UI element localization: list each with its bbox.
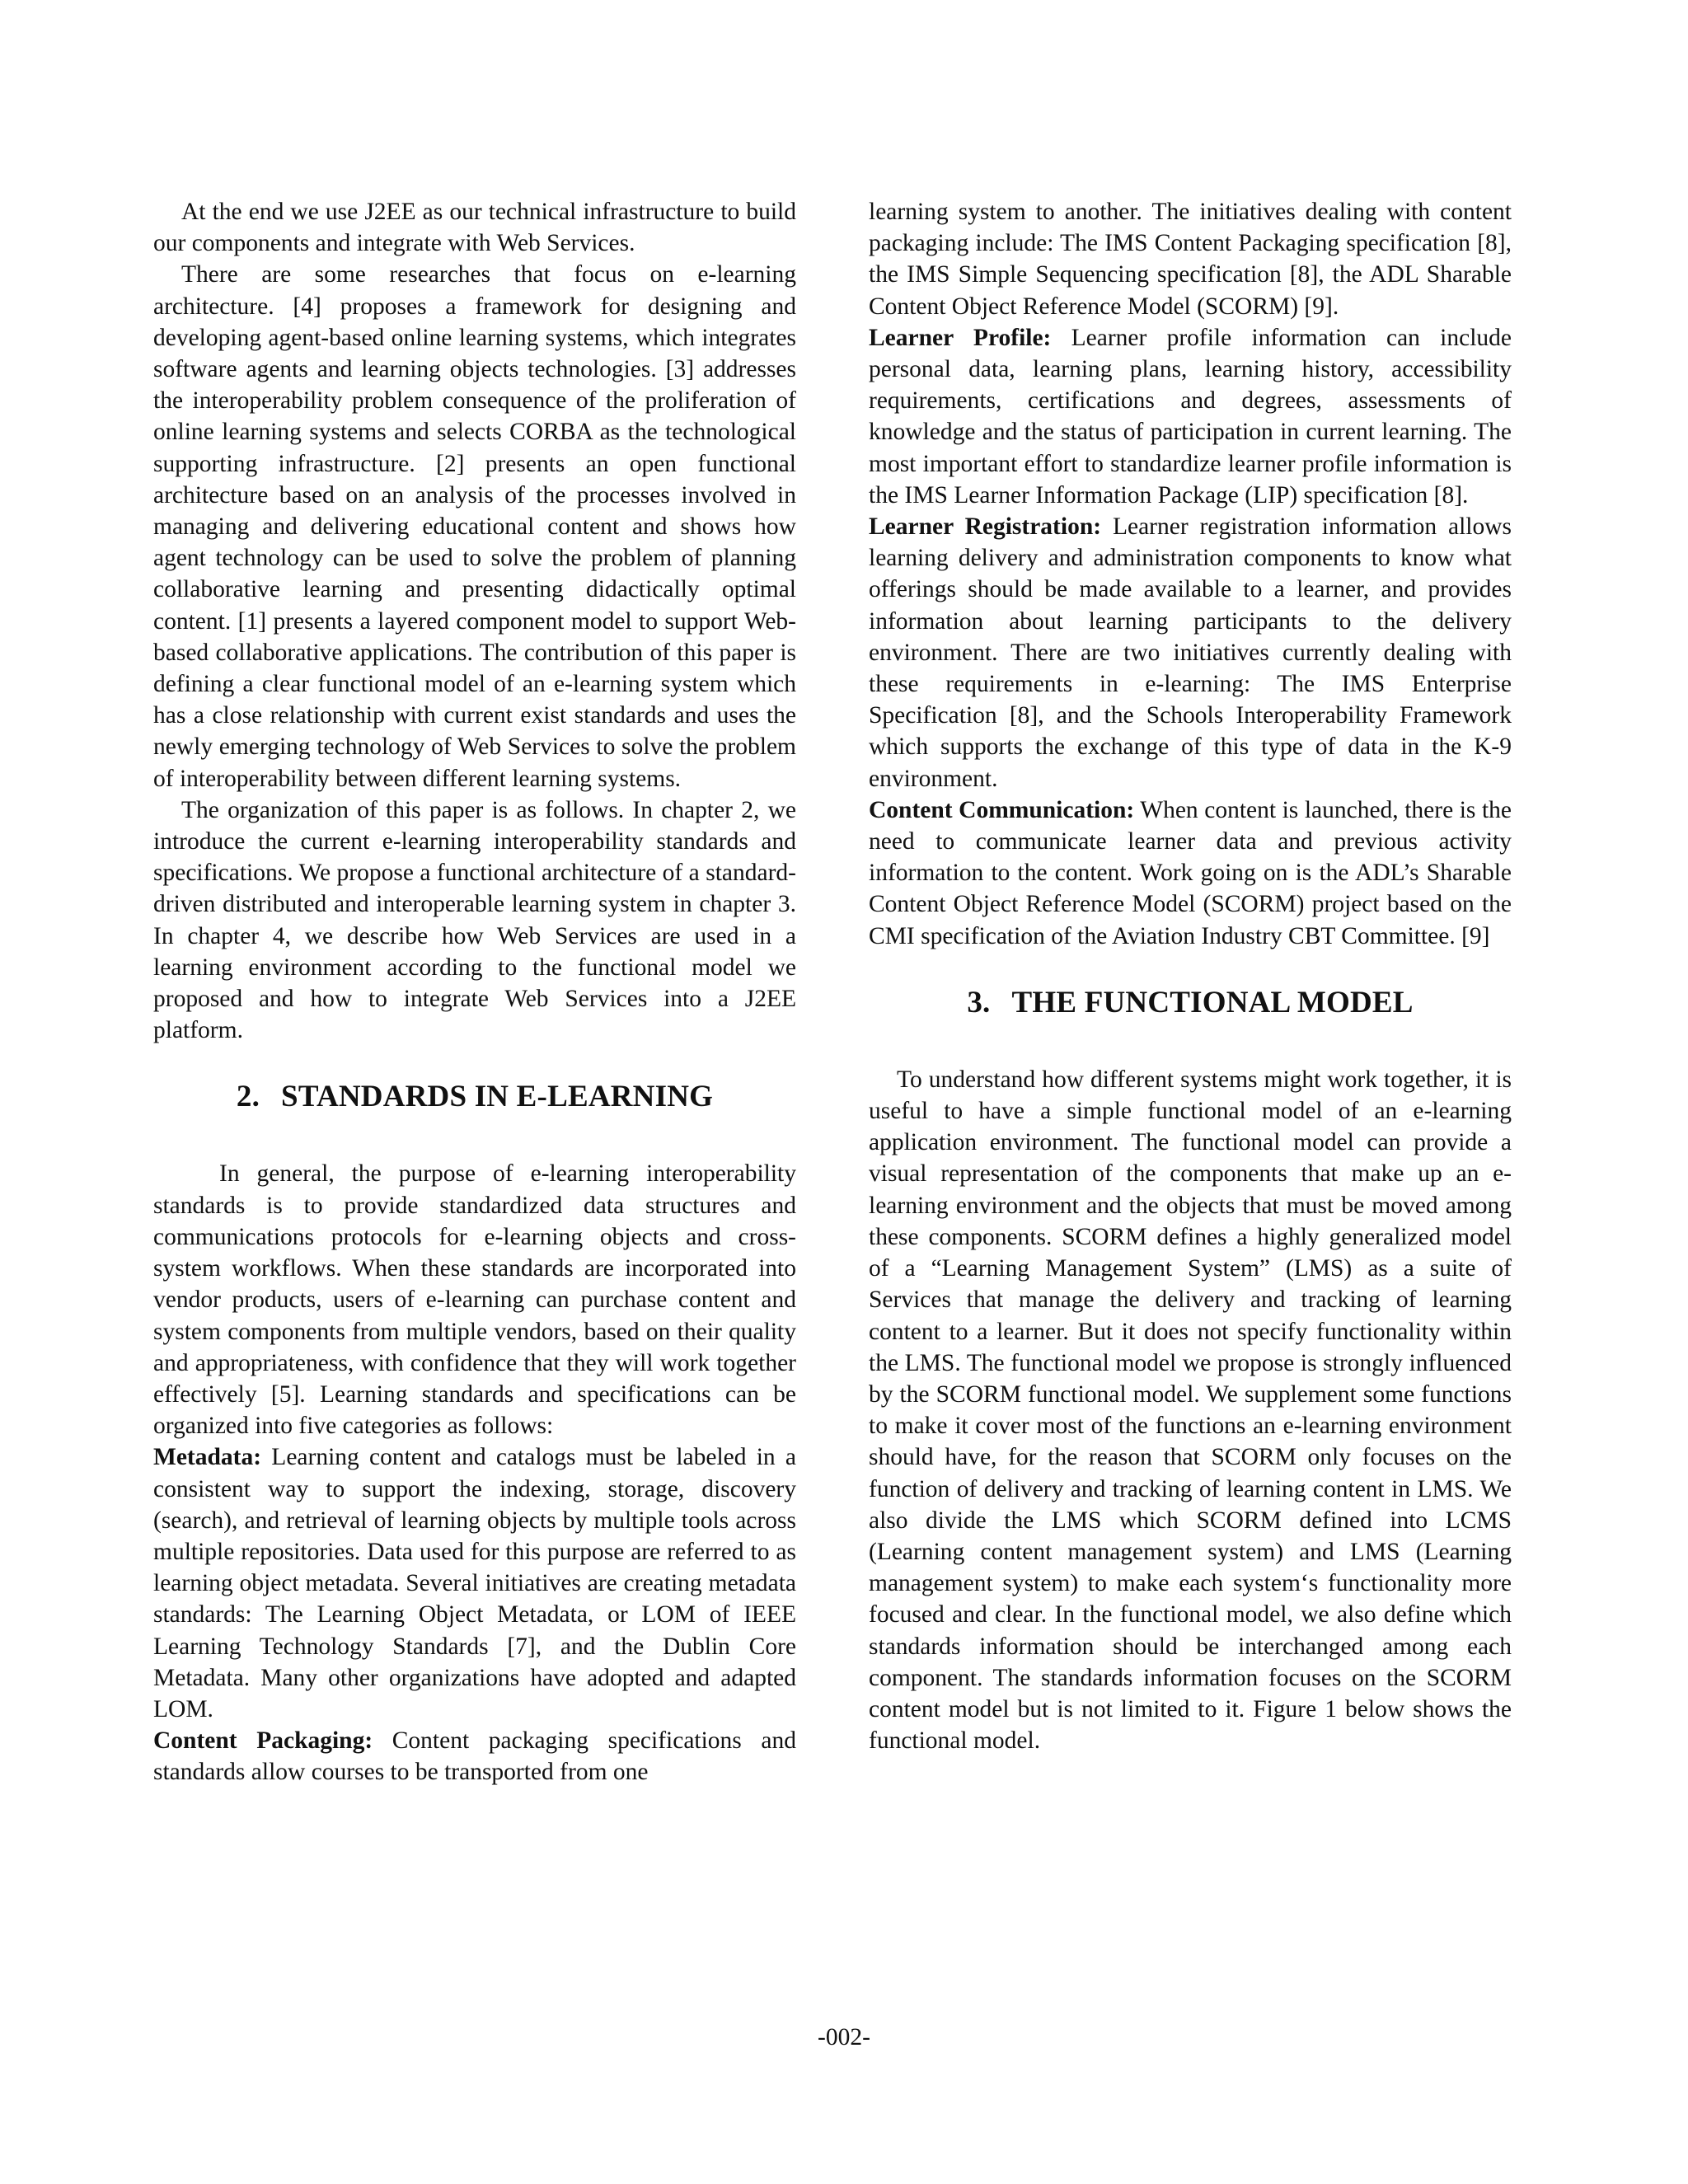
learner-profile-text: Learner profile information can include personal data, learning plans, learning history, accessibility requirements, certifications and degrees, assessments of knowledge and the status of participation in current learning. The most important effort to standardize learner profile information is the IMS Learner Information Package (LIP) specification [8]. bbox=[869, 324, 1512, 509]
section-title: STANDARDS IN E-LEARNING bbox=[281, 1080, 714, 1114]
standards-intro-paragraph: In general, the purpose of e-learning interoperability standards is to provide standardized data structures and communications protocols for e-learning objects and cross-system workflows. When these standards are incorporated into vendor products, users of e-learning can purchase content and system components from multiple vendors, based on their quality and appropriateness, with confidence that they will work together effectively [5]. Learning standards and specifications can be organized into five categories as follows: bbox=[153, 1160, 796, 1440]
metadata-text: Learning content and catalogs must be labeled in a consistent way to support the indexing, storage, discovery (search), and retrieval of learning objects by multiple tools across multiple repositories. Data used for this purpose are referred to as learning object metadata. Several initiatives are creating metadata standards: The Learning Object Metadata, or LOM of IEEE Learning Technology Standards [7], and the Dublin Core Metadata. Many other organizations have adopted and adapted LOM. bbox=[153, 1444, 796, 1722]
content-communication-text: When content is launched, there is the need to communicate learner data and previous activity information to the content. Work going on is the ADL’s Sharable Content Object Reference Model (SCORM) project based on the CMI specification of the Aviation Industry CBT Committee. [9] bbox=[869, 796, 1512, 949]
intro-paragraph-infrastructure: At the end we use J2EE as our technical infrastructure to build our components and integrate with Web Services. bbox=[153, 199, 796, 257]
learner-profile-paragraph bbox=[869, 322, 1512, 511]
section-number: 2. bbox=[236, 1080, 260, 1114]
section-title: THE FUNCTIONAL MODEL bbox=[1011, 985, 1414, 1019]
content-packaging-continued: learning system to another. The initiatives dealing with content packaging include: The IMS Content Packaging specification [8], the IMS Simple Sequencing specification [8], the ADL Sharable Content Object Reference Model (SCORM) [9]. bbox=[869, 199, 1512, 320]
learner-registration-paragraph bbox=[869, 511, 1512, 794]
content-packaging-paragraph bbox=[153, 1725, 796, 1788]
content-packaging-text: Content packaging specifications and standards allow courses to be transported from one bbox=[153, 1727, 796, 1786]
organization-paragraph: The organization of this paper is as follows. In chapter 2, we introduce the current e-learning interoperability standards and specifications. We propose a functional architecture of a standard-driven distributed and interoperable learning system in chapter 3. In chapter 4, we describe how Web Services are used in a learning environment according to the functional model we proposed and how to integrate Web Services into a J2EE platform. bbox=[153, 796, 796, 1044]
content-packaging-label: Content Packaging: bbox=[153, 1727, 373, 1755]
metadata-label: Metadata: bbox=[153, 1444, 262, 1471]
functional-model-paragraph: To understand how different systems might work together, it is useful to have a simple functional model of an e-learning application environment. The functional model can provide a visual representation of the components that make up an e-learning environment and the objects that must be moved among these components. SCORM defines a highly generalized model of a “Learning Management System” (LMS) as a suite of Services that manage the delivery and tracking of learning content to a learner. But it does not specify functionality within the LMS. The functional model we propose is strongly influenced by the SCORM functional model. We supplement some functions to make it cover most of the functions an e-learning environment should have, for the reason that SCORM only focuses on the function of delivery and tracking of learning content in LMS. We also divide the LMS which SCORM defined into LCMS (Learning content management system) and LMS (Learning management system) to make each system‘s functionality more focused and clear. In the functional model, we also define which standards information should be interchanged among each component. The standards information focuses on the SCORM content model but is not limited to it. Figure 1 below shows the functional model. bbox=[869, 1066, 1512, 1755]
learner-registration-text: Learner registration information allows learning delivery and administration components to know what offerings should be made available to a learner, and provides information about learning participants to the delivery environment. There are two initiatives currently dealing with these requirements in e-learning: The IMS Enterprise Specification [8], and the Schools Interoperability Framework which supports the exchange of this type of data in the K-9 environment. bbox=[869, 513, 1512, 792]
section-heading-functional-model bbox=[869, 985, 1512, 1021]
section-heading-standards bbox=[153, 1079, 796, 1115]
learner-profile-label: Learner Profile: bbox=[869, 324, 1052, 351]
section-number: 3. bbox=[967, 985, 991, 1019]
content-communication-label: Content Communication: bbox=[869, 796, 1135, 823]
left-column bbox=[153, 196, 796, 1788]
content-communication-paragraph bbox=[869, 794, 1512, 952]
related-work-paragraph: There are some researches that focus on e-learning architecture. [4] proposes a framework for designing and developing agent-based online learning systems, which integrates software agents and learning objects technologies. [3] addresses the interoperability problem consequence of the proliferation of online learning systems and selects CORBA as the technological supporting infrastructure. [2] presents an open functional architecture based on an analysis of the processes involved in managing and delivering educational content and shows how agent technology can be used to solve the problem of planning collaborative learning and presenting didactically optimal content. [1] presents a layered component model to support Web-based collaborative applications. The contribution of this paper is defining a clear functional model of an e-learning system which has a close relationship with current exist standards and uses the newly emerging technology of Web Services to solve the problem of interoperability between different learning systems. bbox=[153, 261, 796, 792]
page-number: -002- bbox=[818, 2024, 870, 2050]
learner-registration-label: Learner Registration: bbox=[869, 513, 1102, 541]
metadata-paragraph bbox=[153, 1441, 796, 1725]
right-column bbox=[869, 196, 1512, 1756]
